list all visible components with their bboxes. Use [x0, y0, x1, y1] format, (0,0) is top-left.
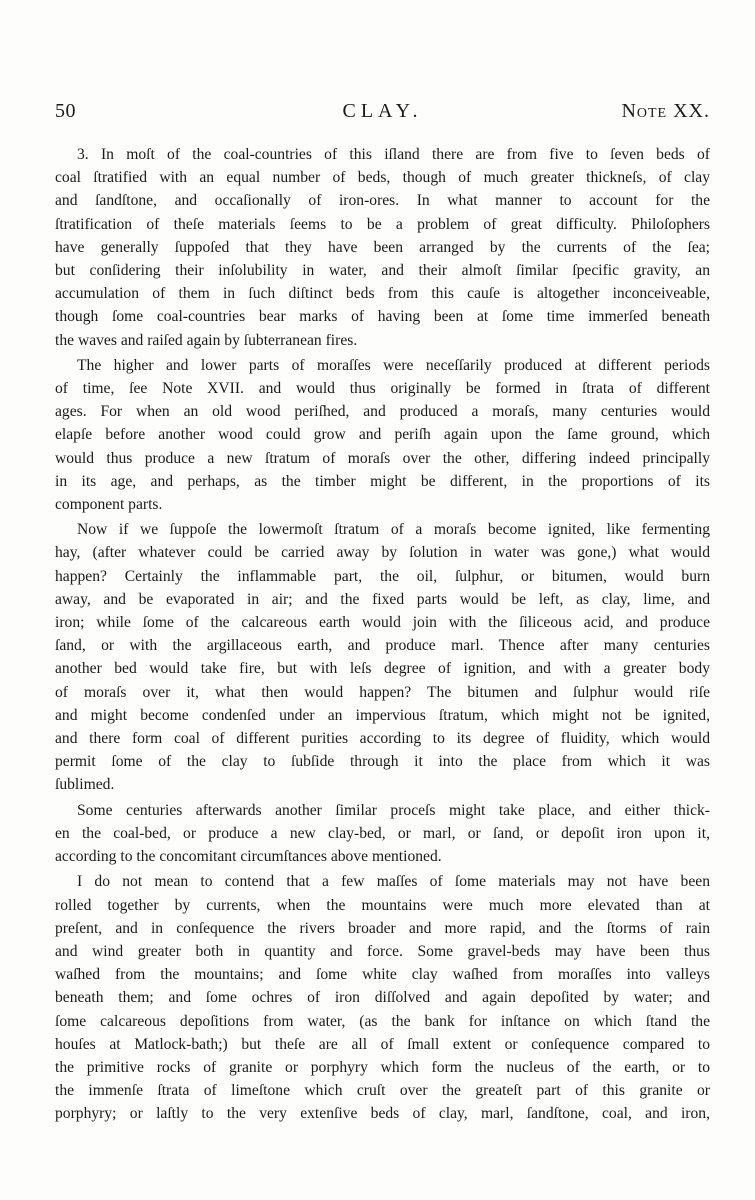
note-reference: Note XX.: [621, 100, 710, 122]
paragraph: [55, 354, 710, 516]
text-line: accumulation of them in ſuch diſtinct beds from this cauſe is altogether inconceiveable,: [55, 285, 710, 303]
text-line: and there form coal of different purities according to its degree of fluidity, which would: [55, 730, 710, 748]
text-line: ſand, or with the argillaceous earth, and produce marl. Thence after many centuries: [55, 637, 710, 655]
text-line: and wind greater both in quantity and force. Some gravel-beds may have been thus: [55, 942, 710, 960]
text-line: and ſandſtone, and occaſionally of iron-ores. In what manner to account for the: [55, 192, 710, 210]
text-line: ſublimed.: [55, 776, 115, 794]
text-line: though ſome coal-countries bear marks of having been at ſome time immerſed beneath: [55, 308, 710, 326]
text-line: hay, (after whatever could be carried away by ſolution in water was gone,) what would: [55, 544, 710, 562]
text-line: elapſe before another wood could grow and periſh again upon the ſame ground, which: [55, 426, 710, 444]
text-line: another bed would take fire, but with leſs degree of ignition, and with a greater body: [55, 660, 710, 678]
page-number: 50: [55, 100, 76, 122]
text-line: ages. For when an old wood periſhed, and produced a moraſs, many centuries would: [55, 403, 710, 421]
text-line: the primitive rocks of granite or porphyry which form the nucleus of the earth, or to: [55, 1058, 710, 1076]
text-line: 3. In moſt of the coal-countries of this iſland there are from five to ſeven beds of: [77, 146, 710, 163]
text-line: I do not mean to contend that a few maſſes of ſome materials may not have been: [77, 873, 710, 891]
text-line: the immenſe ſtrata of limeſtone which cruſt over the greateſt part of this granite or: [55, 1082, 710, 1100]
text-line: The higher and lower parts of moraſſes were neceſſarily produced at different periods: [77, 356, 710, 374]
text-line: in its age, and perhaps, as the timber might be different, in the proportions of its: [55, 472, 710, 490]
text-line: would thus produce a new ſtratum of moraſs over the other, differing indeed principally: [55, 449, 710, 467]
page-header: [55, 100, 710, 134]
text-line: en the coal-bed, or produce a new clay-bed, or marl, or ſand, or depoſit iron upon it,: [55, 824, 710, 842]
paragraph: [55, 870, 710, 1125]
text-line: but conſidering their inſolubility in water, and their almoſt ſimilar ſpecific gravity, an: [55, 262, 710, 280]
text-line: waſhed from the mountains; and ſome white clay waſhed from moraſſes into valleys: [55, 966, 710, 984]
text-line: have generally ſuppoſed that they have been arranged by the currents of the ſea;: [55, 238, 710, 256]
paragraph: [55, 518, 710, 796]
text-line: according to the concomitant circumſtances above mentioned.: [55, 848, 442, 866]
text-line: houſes at Matlock-bath;) but theſe are all of ſmall extent or conſequence compared to: [55, 1035, 710, 1053]
text-line: iron; while ſome of the calcareous earth would join with the ſiliceous acid, and produce: [55, 614, 710, 632]
text-line: porphyry; or laſtly to the very extenſive beds of clay, marl, ſandſtone, coal, and iron,: [55, 1105, 710, 1123]
text-line: beneath them; and ſome ochres of iron diſſolved and again depoſited by water; and: [55, 989, 710, 1007]
body-text: [55, 143, 710, 1126]
text-line: preſent, and in conſequence the rivers broader and more rapid, and the ſtorms of rain: [55, 919, 710, 937]
text-line: away, and be evaporated in air; and the fixed parts would be left, as clay, lime, and: [55, 590, 710, 608]
text-line: of time, ſee Note XVII. and would thus originally be formed in ſtrata of different: [55, 380, 710, 398]
text-line: ſtratification of theſe materials ſeems to be a problem of great difficulty. Philoſophers: [55, 215, 710, 233]
running-title: CLAY.: [342, 100, 423, 122]
text-line: the waves and raiſed again by ſubterranean fires.: [55, 331, 358, 349]
text-line: happen? Certainly the inflammable part, the oil, ſulphur, or bitumen, would burn: [55, 567, 710, 585]
text-line: and might become condenſed under an impervious ſtratum, which might not be ignited,: [55, 706, 710, 724]
text-line: coal ſtratified with an equal number of beds, though of much greater thickneſs, of clay: [55, 169, 710, 187]
text-line: component parts.: [55, 496, 163, 514]
text-line: of moraſs over it, what then would happen? The bitumen and ſulphur would riſe: [55, 683, 710, 701]
text-line: Now if we ſuppoſe the lowermoſt ſtratum of a moraſs become ignited, like fermenting: [77, 521, 710, 539]
paragraph: [55, 799, 710, 869]
text-line: ſome calcareous depoſitions from water, (as the bank for inſtance on which ſtand the: [55, 1012, 710, 1030]
text-line: rolled together by currents, when the mountains were much more elevated than at: [55, 896, 710, 914]
text-line: permit ſome of the clay to ſubſide through it into the place from which it was: [55, 753, 710, 771]
text-line: Some centuries afterwards another ſimilar proceſs might take place, and either thick-: [77, 801, 710, 819]
paragraph: [55, 143, 710, 352]
